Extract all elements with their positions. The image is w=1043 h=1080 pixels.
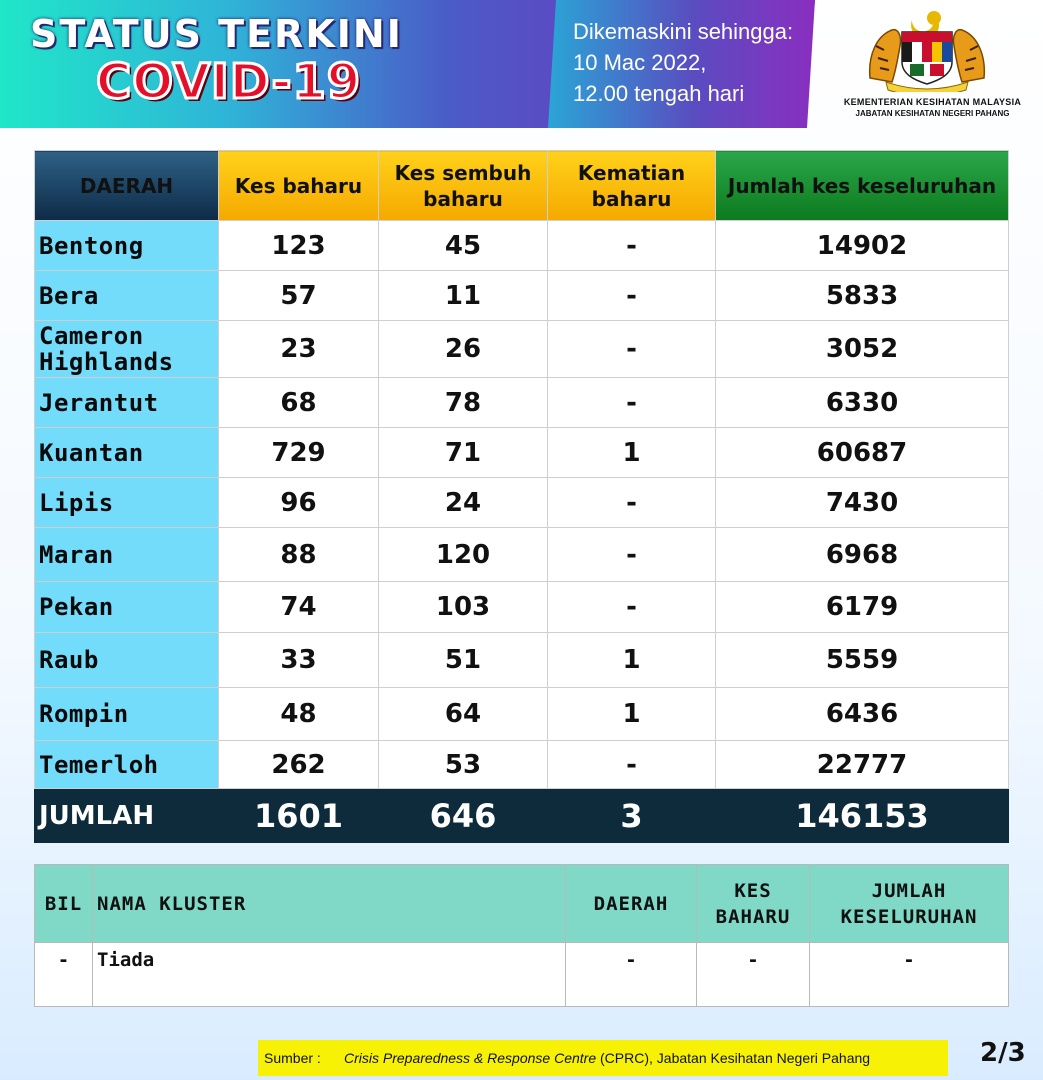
header-kematian-baharu: Kematian baharu — [548, 151, 716, 221]
jumlah-cell: 6968 — [716, 528, 1009, 582]
kes-baharu-cell: 262 — [219, 741, 379, 789]
sembuh-cell: 51 — [379, 633, 548, 688]
source-italic: Crisis Preparedness & Response Centre — [344, 1050, 597, 1066]
kematian-cell: - — [548, 321, 716, 378]
sembuh-cell: 45 — [379, 221, 548, 271]
district-cases-table — [34, 150, 1009, 843]
cluster-bil: - — [35, 943, 93, 1007]
kematian-cell: 1 — [548, 633, 716, 688]
cluster-header-nama: NAMA KLUSTER — [93, 865, 566, 943]
sembuh-cell: 103 — [379, 582, 548, 633]
jumlah-cell: 6179 — [716, 582, 1009, 633]
sembuh-cell: 24 — [379, 478, 548, 528]
district-name: Pekan — [35, 582, 219, 633]
jumlah-cell: 22777 — [716, 741, 1009, 789]
department-name: JABATAN KESIHATAN NEGERI PAHANG — [855, 109, 1010, 118]
cluster-kes-baharu: - — [697, 943, 810, 1007]
total-label: JUMLAH — [35, 789, 219, 843]
table-row — [35, 528, 1009, 582]
sembuh-cell: 120 — [379, 528, 548, 582]
sembuh-cell: 11 — [379, 271, 548, 321]
page-number: 2/3 — [980, 1038, 1026, 1068]
kematian-cell: - — [548, 478, 716, 528]
table-row — [35, 741, 1009, 789]
total-row — [35, 789, 1009, 843]
cluster-table — [34, 864, 1009, 1007]
table-row — [35, 582, 1009, 633]
cluster-header-kes-baharu: KES BAHARU — [697, 865, 810, 943]
jumlah-cell: 14902 — [716, 221, 1009, 271]
table-row — [35, 688, 1009, 741]
cluster-jumlah: - — [810, 943, 1009, 1007]
malaysia-coat-of-arms-icon — [862, 6, 992, 92]
update-label: Dikemaskini sehingga: — [573, 19, 794, 44]
cluster-header-daerah: DAERAH — [566, 865, 697, 943]
kematian-cell: - — [548, 378, 716, 428]
cluster-header-jumlah: JUMLAH KESELURUHAN — [810, 865, 1009, 943]
district-name: Kuantan — [35, 428, 219, 478]
kes-baharu-cell: 68 — [219, 378, 379, 428]
title-covid19: COVID-19 — [96, 54, 362, 110]
district-name: Maran — [35, 528, 219, 582]
header-kes-baharu: Kes baharu — [219, 151, 379, 221]
district-name: Cameron Highlands — [35, 321, 219, 378]
kes-baharu-cell: 729 — [219, 428, 379, 478]
table-row — [35, 378, 1009, 428]
cluster-header-bil: BIL — [35, 865, 93, 943]
sembuh-cell: 53 — [379, 741, 548, 789]
table-row — [35, 321, 1009, 378]
table-header-row — [35, 151, 1009, 221]
cluster-row — [35, 943, 1009, 1007]
update-info — [573, 16, 793, 109]
table-row — [35, 633, 1009, 688]
kematian-cell: - — [548, 582, 716, 633]
jumlah-cell: 3052 — [716, 321, 1009, 378]
kes-baharu-cell: 88 — [219, 528, 379, 582]
district-name: Bera — [35, 271, 219, 321]
total-kes-baharu: 1601 — [219, 789, 379, 843]
kes-baharu-cell: 23 — [219, 321, 379, 378]
kematian-cell: - — [548, 271, 716, 321]
header-jumlah-kes: Jumlah kes keseluruhan — [716, 151, 1009, 221]
cluster-header-row — [35, 865, 1009, 943]
jumlah-cell: 5559 — [716, 633, 1009, 688]
jumlah-cell: 7430 — [716, 478, 1009, 528]
kes-baharu-cell: 33 — [219, 633, 379, 688]
source-text — [344, 1050, 870, 1066]
total-jumlah: 146153 — [716, 789, 1009, 843]
district-name: Temerloh — [35, 741, 219, 789]
kes-baharu-cell: 48 — [219, 688, 379, 741]
header-daerah: DAERAH — [35, 151, 219, 221]
header-kes-sembuh-baharu: Kes sembuh baharu — [379, 151, 548, 221]
kes-baharu-cell: 96 — [219, 478, 379, 528]
cluster-nama: Tiada — [93, 943, 566, 1007]
source-label: Sumber : — [264, 1050, 321, 1066]
kematian-cell: - — [548, 221, 716, 271]
ministry-name: KEMENTERIAN KESIHATAN MALAYSIA — [843, 97, 1022, 107]
cluster-daerah: - — [566, 943, 697, 1007]
table-row — [35, 478, 1009, 528]
kematian-cell: - — [548, 528, 716, 582]
district-name: Raub — [35, 633, 219, 688]
jumlah-cell: 6330 — [716, 378, 1009, 428]
kematian-cell: 1 — [548, 428, 716, 478]
sembuh-cell: 64 — [379, 688, 548, 741]
table-row — [35, 271, 1009, 321]
district-name: Lipis — [35, 478, 219, 528]
update-date: 10 Mac 2022, — [573, 50, 707, 75]
jumlah-cell: 6436 — [716, 688, 1009, 741]
source-rest: (CPRC), Jabatan Kesihatan Negeri Pahang — [596, 1050, 871, 1066]
kematian-cell: - — [548, 741, 716, 789]
kes-baharu-cell: 57 — [219, 271, 379, 321]
sembuh-cell: 71 — [379, 428, 548, 478]
total-kematian: 3 — [548, 789, 716, 843]
kes-baharu-cell: 123 — [219, 221, 379, 271]
jumlah-cell: 60687 — [716, 428, 1009, 478]
kematian-cell: 1 — [548, 688, 716, 741]
table-row — [35, 221, 1009, 271]
sembuh-cell: 26 — [379, 321, 548, 378]
total-sembuh: 646 — [379, 789, 548, 843]
district-name: Jerantut — [35, 378, 219, 428]
kes-baharu-cell: 74 — [219, 582, 379, 633]
table-row — [35, 428, 1009, 478]
ministry-label — [830, 97, 1035, 118]
district-name: Rompin — [35, 688, 219, 741]
source-bar — [258, 1040, 948, 1076]
title-status-terkini: STATUS TERKINI — [30, 12, 403, 56]
sembuh-cell: 78 — [379, 378, 548, 428]
jumlah-cell: 5833 — [716, 271, 1009, 321]
district-name: Bentong — [35, 221, 219, 271]
update-time: 12.00 tengah hari — [573, 81, 745, 106]
